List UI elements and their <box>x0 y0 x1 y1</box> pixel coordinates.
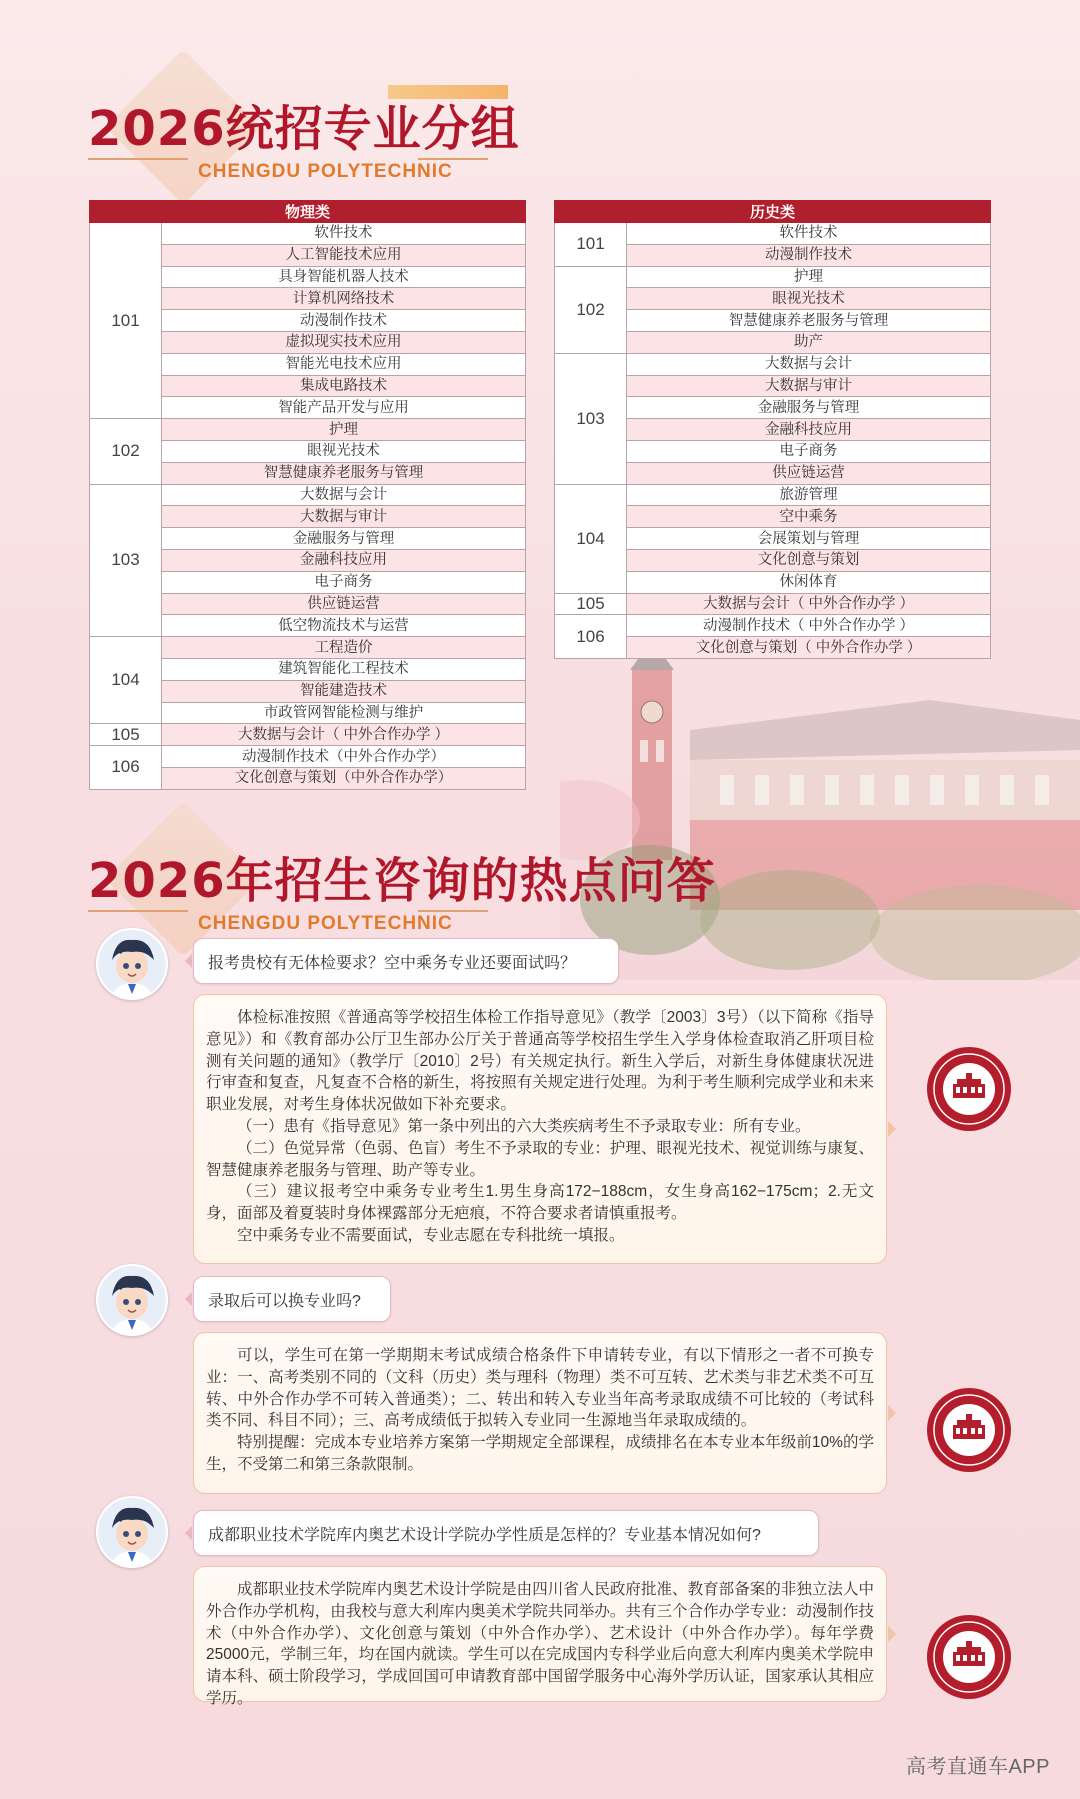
group-number: 104 <box>90 637 162 724</box>
major-name: 智能产品开发与应用 <box>162 397 526 419</box>
school-seal-icon <box>926 1387 1012 1473</box>
major-name: 智慧健康养老服务与管理 <box>162 462 526 484</box>
group-number: 101 <box>90 223 162 419</box>
student-avatar-icon <box>96 1264 168 1336</box>
major-name: 休闲体育 <box>627 571 991 593</box>
table-row <box>555 223 991 245</box>
school-seal-icon <box>926 1614 1012 1700</box>
major-name: 工程造价 <box>162 637 526 659</box>
answer-paragraph: 可以，学生可在第一学期期末考试成绩合格条件下申请转专业，有以下情形之一者不可换专业：一、高考类别不同的（文科（历史）类与理科（物理）类不可互转、艺术类与非艺术类不可互转、中外合作办学不可转入普通类）；二、转出和转入专业当年高考录取成绩不可比较的（考试科类不同、科目不同）；三、高考成绩低于拟转入专业同一生源地当年录取成绩的。 <box>206 1347 874 1430</box>
major-name: 旅游管理 <box>627 484 991 506</box>
answer-bubble <box>193 994 887 1264</box>
major-name: 空中乘务 <box>627 506 991 528</box>
major-name: 动漫制作技术（中外合作办学） <box>162 746 526 768</box>
group-number: 105 <box>90 724 162 746</box>
group-number: 103 <box>90 484 162 637</box>
major-name: 大数据与会计 <box>162 484 526 506</box>
major-name: 文化创意与策划（中外合作办学） <box>162 767 526 789</box>
answer-paragraph: （二）色觉异常（色弱、色盲）考生不予录取的专业：护理、眼视光技术、视觉训练与康复、智慧健康养老服务与管理、助产等专业。 <box>206 1139 874 1179</box>
major-name: 金融科技应用 <box>627 419 991 441</box>
table-row <box>90 419 526 441</box>
section-title: 2026年招生咨询的热点问答 <box>88 853 716 909</box>
major-name: 大数据与会计（ 中外合作办学 ） <box>162 724 526 746</box>
answer-paragraph: （一）患有《指导意见》第一条中列出的六大类疾病考生不予录取专业：所有专业。 <box>237 1117 811 1135</box>
table-row <box>90 223 526 245</box>
major-name: 动漫制作技术（ 中外合作办学 ） <box>627 615 991 637</box>
major-name: 虚拟现实技术应用 <box>162 331 526 353</box>
table-row <box>90 637 526 659</box>
table-row <box>555 353 991 375</box>
major-name: 助产 <box>627 331 991 353</box>
major-name: 智慧健康养老服务与管理 <box>627 310 991 332</box>
table-row <box>555 615 991 637</box>
student-avatar-icon <box>96 1496 168 1568</box>
section-title: 2026统招专业分组 <box>88 101 520 157</box>
major-name: 护理 <box>627 266 991 288</box>
major-name: 护理 <box>162 419 526 441</box>
major-name: 电子商务 <box>627 440 991 462</box>
group-number: 102 <box>555 266 627 353</box>
major-name: 会展策划与管理 <box>627 528 991 550</box>
group-number: 104 <box>555 484 627 593</box>
table-header: 物理类 <box>90 201 526 223</box>
major-name: 金融服务与管理 <box>627 397 991 419</box>
table-header: 历史类 <box>555 201 991 223</box>
table-row <box>90 724 526 746</box>
table-row <box>555 266 991 288</box>
major-name: 建筑智能化工程技术 <box>162 658 526 680</box>
major-name: 智能建造技术 <box>162 680 526 702</box>
major-name: 电子商务 <box>162 571 526 593</box>
student-avatar-icon <box>96 928 168 1000</box>
major-name: 人工智能技术应用 <box>162 244 526 266</box>
question-bubble <box>193 1276 391 1322</box>
question-bubble <box>193 1510 819 1556</box>
answer-bubble <box>193 1566 887 1707</box>
major-name: 集成电路技术 <box>162 375 526 397</box>
major-name: 大数据与审计 <box>627 375 991 397</box>
major-name: 供应链运营 <box>627 462 991 484</box>
major-name: 具身智能机器人技术 <box>162 266 526 288</box>
major-name: 大数据与审计 <box>162 506 526 528</box>
answer-paragraph: 空中乘务专业不需要面试，专业志愿在专科批统一填报。 <box>237 1226 625 1244</box>
major-name: 大数据与会计（ 中外合作办学 ） <box>627 593 991 615</box>
group-number: 101 <box>555 223 627 267</box>
major-name: 金融科技应用 <box>162 549 526 571</box>
major-name: 供应链运营 <box>162 593 526 615</box>
table-row <box>555 593 991 615</box>
major-name: 智能光电技术应用 <box>162 353 526 375</box>
major-name: 眼视光技术 <box>162 440 526 462</box>
watermark-text: 高考直通车APP <box>905 1756 1050 1778</box>
question-text: 成都职业技术学院库内奥艺术设计学院办学性质是怎样的？专业基本情况如何? <box>208 1526 761 1544</box>
section-header-faq <box>88 842 716 935</box>
question-text: 报考贵校有无体检要求？空中乘务专业还要面试吗？ <box>208 954 577 972</box>
group-number: 106 <box>90 746 162 790</box>
major-name: 文化创意与策划（ 中外合作办学 ） <box>627 637 991 659</box>
table-row <box>90 746 526 768</box>
group-number: 106 <box>555 615 627 659</box>
group-number: 102 <box>90 419 162 484</box>
major-name: 大数据与会计 <box>627 353 991 375</box>
group-number: 103 <box>555 353 627 484</box>
question-text: 录取后可以换专业吗? <box>208 1292 361 1310</box>
major-name: 金融服务与管理 <box>162 528 526 550</box>
major-name: 动漫制作技术 <box>162 310 526 332</box>
header-underline <box>88 158 188 160</box>
major-name: 软件技术 <box>162 223 526 245</box>
major-name: 低空物流技术与运营 <box>162 615 526 637</box>
header-underline <box>88 910 188 912</box>
major-name: 软件技术 <box>627 223 991 245</box>
question-bubble <box>193 938 619 984</box>
history-groups-table <box>554 200 991 659</box>
section-subtitle: CHENGDU POLYTECHNIC <box>198 913 453 934</box>
school-seal-icon <box>926 1046 1012 1132</box>
table-row <box>555 484 991 506</box>
answer-paragraph: 特别提醒：完成本专业培养方案第一学期规定全部课程，成绩排名在本专业本年级前10%的学生，不受第二和第三条款限制。 <box>206 1434 874 1473</box>
section-subtitle: CHENGDU POLYTECHNIC <box>198 161 453 182</box>
header-underline <box>418 158 488 160</box>
answer-paragraph: 成都职业技术学院库内奥艺术设计学院是由四川省人民政府批准、教育部备案的非独立法人中外合作办学机构，由我校与意大利库内奥美术学院共同举办。共有三个合作办学专业：动漫制作技术（中外合作办学）、文化创意与策划（中外合作办学）、艺术设计（中外合作办学）。每年学费25000元，学制三年，均在国内就读。学生可以在完成国内专科学业后向意大利库内奥美术学院申请本科、硕士阶段学习，学成回国可申请教育部中国留学服务中心海外学历认证，国家承认其相应学历。 <box>206 1581 874 1707</box>
major-name: 眼视光技术 <box>627 288 991 310</box>
answer-paragraph: 体检标准按照《普通高等学校招生体检工作指导意见》（教学〔2003〕3号）（以下简称《指导意见》）和《教育部办公厅卫生部办公厅关于普通高等学校招生学生入学身体检查取消乙肝项目检测有关问题的通知》（教学厅〔2010〕2号）有关规定执行。新生入学后，对新生身体健康状况进行审查和复查，凡复查不合格的新生，将按照有关规定进行处理。为利于考生顺利完成学业和未来职业发展，对考生身体状况做如下补充要求。 <box>206 1009 874 1114</box>
major-name: 动漫制作技术 <box>627 244 991 266</box>
answer-paragraph: （三）建议报考空中乘务专业考生1.男生身高172−188cm，女生身高162−175cm；2.无文身，面部及着夏装时身体裸露部分无疤痕，不符合要求者请慎重报考。 <box>206 1183 874 1223</box>
answer-bubble <box>193 1332 887 1494</box>
section-header-groups <box>88 90 520 183</box>
table-row <box>90 484 526 506</box>
major-name: 计算机网络技术 <box>162 288 526 310</box>
physics-groups-table <box>89 200 526 790</box>
group-number: 105 <box>555 593 627 615</box>
header-underline <box>418 910 488 912</box>
major-name: 市政管网智能检测与维护 <box>162 702 526 724</box>
major-name: 文化创意与策划 <box>627 549 991 571</box>
